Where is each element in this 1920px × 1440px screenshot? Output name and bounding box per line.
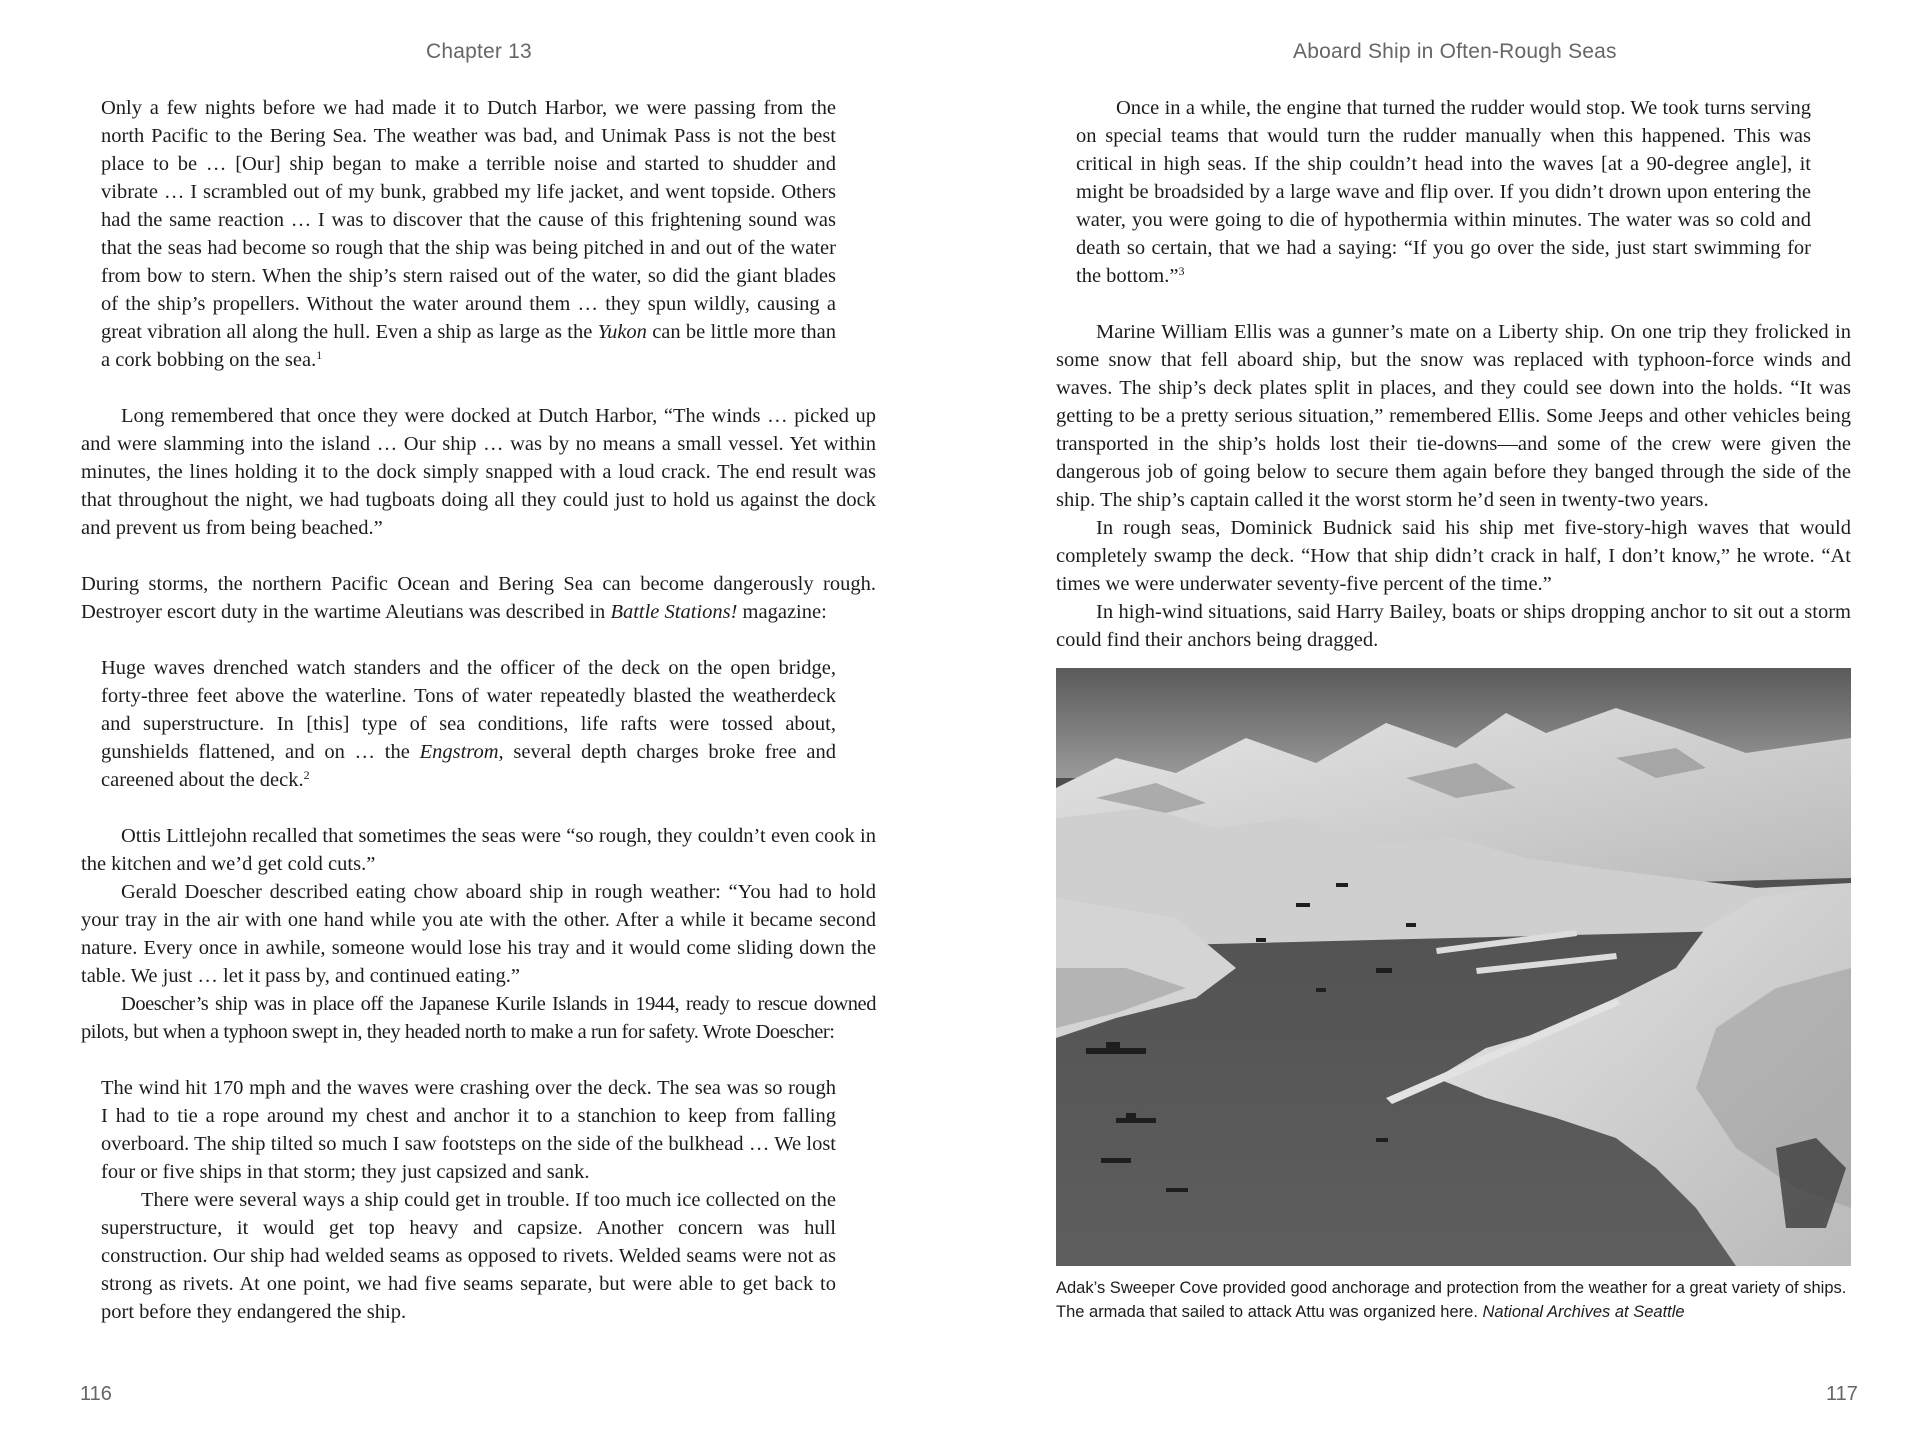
blockquote-paragraph: The wind hit 170 mph and the waves were crashing over the deck. The sea was so rough I had to tie a rope around my chest and anchor it to a stanchion to keep from falling overboard. The ship tilted so much I saw footsteps on the side of the bulkhead … We lost four or five ships in that storm; they just capsized and sank. [101,1077,836,1183]
paragraph-long: Long remembered that once they were docked at Dutch Harbor, “The winds … picked up and were slamming into the island … Our ship … was by no means a small vessel. Yet within minutes, the lines holding it to the dock simply snapped with a loud crack. The end result was that throughout the night, we had tugboats doing all they could just to hold us against the dock and prevent us from being beached.” [81,405,876,539]
blockquote-paragraph: There were several ways a ship could get in trouble. If too much ice collected on the superstructure, it would get top heavy and capsize. Another concern was hull construction. Our ship had welded seams as opposed to rivets. Welded seams were not as strong as rivets. At one point, we had five seams separate, but were able to get back to port before they endangered the ship. [101,1189,836,1323]
ship-name-italic: Engstrom [419,741,499,763]
paragraph-doescher: Doescher’s ship was in place off the Japanese Kurile Islands in 1944, ready to rescue downed pilots, but when a typhoon swept in, they headed north to make a run for safety. Wrote Doescher: [81,993,876,1043]
paragraph-ellis: Marine William Ellis was a gunner’s mate on a Liberty ship. On one trip they frolicked in some snow that fell aboard ship, but the snow was replaced with typhoon-force winds and waves. The ship’s deck plates split in places, and they could see down into the holds. “It was getting to be a pretty serious situation,” remembered Ellis. Some Jeeps and other vehicles being transported in the ship’s holds lost their tie-downs—and some of the crew were given the dangerous job of going below to secure them again before they banged through the side of the ship. The ship’s captain called it the worst storm he’d seen in twenty-two years. [1056,321,1851,511]
magazine-title-italic: Battle Stations! [610,601,738,623]
paragraph-bailey: In high-wind situations, said Harry Bailey, boats or ships dropping anchor to sit out a storm could find their anchors being dragged. [1056,601,1851,651]
page-number-left: 116 [80,1383,112,1405]
blockquote-dutch-harbor [101,94,836,374]
paragraph-budnick: In rough seas, Dominick Budnick said his ship met five-story-high waves that would completely swamp the deck. “How that ship didn’t crack in half, I don’t know,” he wrote. “At times we were underwater seventy-five percent of the time.” [1056,517,1851,595]
right-text-column [1056,94,1851,654]
left-text-column [81,94,876,1326]
photo-credit: National Archives at Seattle [1482,1303,1685,1321]
blockquote-battle-stations [101,654,836,794]
blockquote-doescher [101,1074,836,1326]
blockquote-rudder [1076,94,1811,290]
blockquote-paragraph: Once in a while, the engine that turned the rudder would stop. We took turns serving on special teams that would turn the rudder manually when this happened. This was critical in high seas. If the ship couldn’t head into the waves [at a 90-degree angle], it might be broadsided by a large wave and flip over. If you didn’t drown upon entering the water, you were going to die of hypothermia within minutes. The water was so cold and death so certain, that we had a saying: “If you go over the side, just start swimming for the bottom.”$^3$ [1076,97,1811,287]
aerial-photo-sweeper-cove [1056,668,1851,1266]
footnote-ref-1: 1 [316,348,323,362]
right-page [960,0,1920,1440]
blockquote-paragraph: Only a few nights before we had made it to Dutch Harbor, we were passing from the north Pacific to the Bering Sea. The weather was bad, and Unimak Pass is not the best place to be … [Our] ship began to make a terrible noise and started to shudder and vibrate … I scrambled out of my bunk, grabbed my life jacket, and went topside. Others had the same reaction … I was to discover that the cause of this frightening sound was that the seas had become so rough that the ship was being pitched in and out of the water from bow to stern. When the ship’s stern raised out of the water, so did the giant blades of the ship’s propellers. Without the water around them … they spun wildly, causing a great vibration all along the hull. Even a ship as large as the Yukon can be little more than a cork bobbing on the sea.$^1$ [101,97,836,371]
blockquote-paragraph: Huge waves drenched watch standers and the officer of the deck on the open bridge, forty-three feet above the waterline. Tons of water repeatedly blasted the weatherdeck and superstructure. In [this] type of sea conditions, life rafts were tossed about, gunshields flattened, and on … the Engstrom, several depth charges broke free and careened about the deck.$^2$ [101,657,836,791]
footnote-ref-2: 2 [303,768,310,782]
running-head-left: Chapter 13 [426,40,532,63]
ship-name-italic: Yukon [597,321,647,343]
photo-caption: Adak’s Sweeper Cove provided good anchorage and protection from the weather for a great variety of ships. The armada that sailed to attack Attu was organized here. National Archives at Seattle [1056,1279,1847,1321]
paragraph-gerald: Gerald Doescher described eating chow aboard ship in rough weather: “You had to hold your tray in the air with one hand while you ate with the other. After a while it became second nature. Every once in awhile, someone would lose his tray and it would come sliding down the table. We just … let it pass by, and continued eating.” [81,881,876,987]
paragraph-storms: During storms, the northern Pacific Ocean and Bering Sea can become dangerously rough. Destroyer escort duty in the wartime Aleutians was described in Battle Stations! magazine: [81,573,876,623]
footnote-ref-3: 3 [1178,264,1185,278]
running-head-right: Aboard Ship in Often-Rough Seas [1293,40,1617,63]
paragraph-ottis: Ottis Littlejohn recalled that sometimes the seas were “so rough, they couldn’t even cook in the kitchen and we’d get cold cuts.” [81,825,876,875]
page-number-right: 117 [1826,1383,1858,1405]
